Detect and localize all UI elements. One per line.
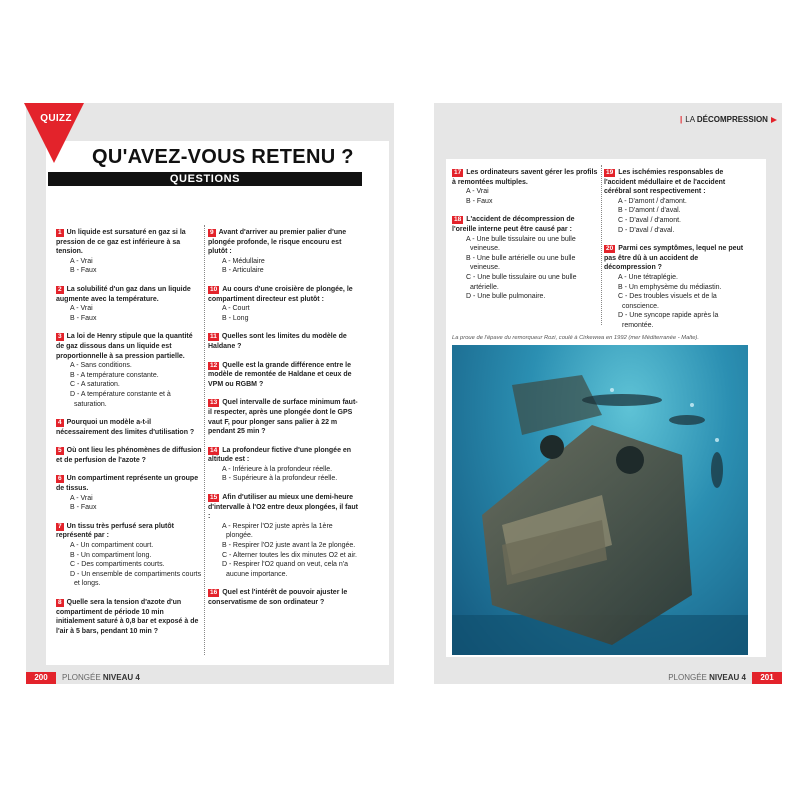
answer-option: D - Une syncope rapide après la remontée.	[618, 312, 719, 329]
answer-option: A - Inférieure à la profondeur réelle.	[222, 465, 333, 473]
chapter-bar-icon: |	[680, 115, 683, 124]
answer-option: B - Faux	[70, 314, 97, 322]
question-text: 15 Afin d'utiliser au mieux une demi-heure d'intervalle à l'O2 entre deux plongées, il faut :	[208, 494, 358, 521]
footer-left-text: PLONGÉE NIVEAU 4	[62, 673, 140, 682]
questions-column-3	[452, 168, 598, 311]
answer-option: A - Vrai	[70, 257, 93, 265]
question-text: 19 Les ischémies responsables de l'accident médullaire et de l'accident cérébral sont respectivement :	[604, 169, 726, 196]
question-number-badge: 15	[210, 494, 218, 502]
question-item	[208, 332, 358, 351]
question-text: 2 La solubilité d'un gaz dans un liquide augmente avec la température.	[56, 285, 191, 303]
answer-option: A - Vrai	[70, 494, 93, 502]
question-item	[604, 168, 744, 235]
question-item	[208, 228, 358, 276]
question-item	[56, 228, 202, 276]
answer-option: B - Supérieure à la profondeur réelle.	[222, 475, 338, 483]
answer-option: C - Une bulle tissulaire ou une bulle artérielle.	[466, 273, 577, 291]
question-item	[56, 522, 202, 589]
question-number-badge: 11	[210, 333, 217, 341]
quizz-label: QUIZZ	[40, 113, 72, 124]
questions-column-2	[208, 228, 358, 617]
answer-option: B - Long	[222, 314, 249, 322]
answer-option: A - Vrai	[70, 305, 93, 313]
question-number-badge: 8	[58, 599, 62, 606]
question-number-badge: 2	[58, 285, 62, 293]
question-item	[208, 493, 358, 579]
question-item	[604, 244, 744, 330]
question-text: 1 Un liquide est sursaturé en gaz si la pression de ce gaz est inférieure à sa tension.	[56, 229, 186, 256]
footer-right-text: PLONGÉE NIVEAU 4	[668, 673, 746, 682]
question-text: 4 Pourquoi un modèle a-t-il nécessairement des limites d'utilisation ?	[56, 419, 195, 436]
wreck-photo	[452, 345, 748, 655]
question-item	[56, 446, 202, 465]
question-text: 12 Quelle est la grande différence entre le modèle de remontée de Haldane et ceux de VPM ou RGBM ?	[208, 361, 352, 388]
question-item	[208, 398, 358, 436]
chapter-header	[680, 115, 777, 124]
question-item	[208, 588, 358, 607]
column-divider-right	[601, 165, 602, 325]
answer-option: C - D'aval / d'amont.	[618, 216, 681, 224]
answer-option: A - Sans conditions.	[70, 362, 132, 370]
question-number-badge: 3	[58, 333, 62, 341]
question-number-badge: 17	[454, 169, 462, 176]
answer-option: C - A saturation.	[70, 381, 120, 389]
page-title: QU'AVEZ-VOUS RETENU ?	[92, 146, 354, 168]
answer-option: A - D'amont / d'amont.	[618, 197, 687, 205]
question-text: 14 La profondeur fictive d'une plongée en altitude est :	[208, 446, 352, 464]
question-item	[452, 168, 598, 206]
question-text: 20 Parmi ces symptômes, lequel ne peut pas être dû à un accident de décompression ?	[604, 245, 744, 272]
question-text: 13 Quel intervalle de surface minimum faut-il respecter, après une plongée dont le GPS vaut F, pour plonger sans palier à 22 m pendant 25 min ?	[208, 399, 358, 436]
question-text: 16 Quel est l'intérêt de pouvoir ajuster le conservatisme de son ordinateur ?	[208, 589, 348, 606]
question-item	[452, 215, 598, 301]
answer-option: C - Des troubles visuels et de la conscience.	[618, 293, 717, 310]
quizz-triangle-icon	[24, 103, 84, 163]
answer-option: B - Respirer l'O2 juste avant la 2e plongée.	[222, 542, 356, 550]
answer-option: C - Des compartiments courts.	[70, 561, 165, 569]
question-number-badge: 14	[210, 446, 218, 454]
question-item	[56, 285, 202, 323]
chapter-arrow-icon	[771, 117, 777, 123]
chapter-prefix: LA	[685, 115, 697, 124]
chapter-name: DÉCOMPRESSION	[696, 115, 768, 124]
photo-caption: La proue de l'épave du remorqueur Rozi, coulé à Cirkewwa en 1992 (mer Méditerranée - Malte).	[452, 335, 699, 341]
question-number-badge: 16	[210, 589, 218, 597]
question-number-badge: 10	[210, 285, 218, 293]
question-text: 10 Au cours d'une croisière de plongée, le compartiment directeur est plutôt :	[208, 285, 353, 303]
question-number-badge: 12	[210, 361, 218, 369]
answer-option: A - Un compartiment court.	[70, 542, 154, 550]
wreck-illustration	[452, 345, 748, 655]
question-number-badge: 13	[210, 399, 218, 407]
footer-right	[434, 672, 782, 684]
answer-option: B - Un compartiment long.	[70, 551, 152, 559]
answer-option: B - Faux	[466, 197, 493, 205]
answer-option: B - Articulaire	[222, 267, 264, 275]
footer-left	[26, 672, 394, 684]
answer-option: A - Une tétraplégie.	[618, 273, 678, 281]
questions-column-4	[604, 168, 744, 340]
question-number-badge: 1	[58, 229, 62, 236]
answer-option: D - A température constante et à saturation.	[70, 390, 171, 408]
question-text: 3 La loi de Henry stipule que la quantité de gaz dissous dans un liquide est proportionnelle à sa pression partielle.	[56, 333, 193, 360]
question-number-badge: 4	[58, 419, 62, 427]
answer-option: B - Faux	[70, 267, 97, 275]
page-number-right: 201	[752, 672, 782, 684]
question-text: 7 Un tissu très perfusé sera plutôt représenté par :	[56, 522, 174, 540]
question-text: 9 Avant d'arriver au premier palier d'une plongée profonde, le risque encouru est plutôt :	[208, 229, 347, 256]
questions-column-1	[56, 228, 202, 645]
question-item	[208, 361, 358, 390]
question-item	[56, 418, 202, 437]
question-item	[56, 598, 202, 636]
question-item	[56, 332, 202, 409]
question-number-badge: 20	[606, 245, 614, 253]
section-bar: QUESTIONS	[48, 172, 362, 186]
question-item	[208, 285, 358, 323]
question-text: 11 Quelles sont les limites du modèle de Haldane ?	[208, 333, 347, 350]
answer-option: A - Vrai	[466, 188, 489, 196]
question-text: 6 Un compartiment représente un groupe de tissus.	[56, 475, 199, 493]
question-number-badge: 7	[58, 522, 62, 530]
column-divider	[204, 225, 205, 655]
answer-option: D - D'aval / d'aval.	[618, 226, 675, 234]
question-number-badge: 19	[606, 169, 614, 176]
question-number-badge: 6	[58, 475, 62, 483]
answer-option: A - Médullaire	[222, 257, 265, 265]
question-text: 18 L'accident de décompression de l'oreille interne peut être causé par :	[452, 216, 575, 233]
answer-option: A - Court	[222, 305, 250, 313]
question-item	[56, 474, 202, 512]
question-text: 5 Où ont lieu les phénomènes de diffusion et de perfusion de l'azote ?	[56, 447, 202, 464]
question-text: 8 Quelle sera la tension d'azote d'un compartiment de période 10 min initialement saturé à 0,8 bar et exposé à de l'air à 5 bars, pendant 10 min ?	[56, 599, 199, 635]
question-text: 17 Les ordinateurs savent gérer les profils à remontées multiples.	[452, 169, 598, 186]
question-item	[208, 446, 358, 484]
answer-option: A - Une bulle tissulaire ou une bulle veineuse.	[466, 235, 576, 253]
answer-option: B - D'amont / d'aval.	[618, 207, 681, 215]
answer-option: B - Une bulle artérielle ou une bulle veineuse.	[466, 254, 576, 272]
answer-option: D - Une bulle pulmonaire.	[466, 293, 546, 301]
question-number-badge: 5	[58, 447, 62, 455]
answer-option: D - Un ensemble de compartiments courts et longs.	[70, 570, 202, 588]
answer-option: B - A température constante.	[70, 371, 159, 379]
page-number-left: 200	[26, 672, 56, 684]
answer-option: B - Un emphysème du médiastin.	[618, 283, 722, 291]
answer-option: D - Respirer l'O2 quand on veut, cela n'a aucune importance.	[222, 561, 349, 578]
question-number-badge: 9	[210, 229, 214, 236]
answer-option: B - Faux	[70, 504, 97, 512]
answer-option: A - Respirer l'O2 juste après la 1ère plongée.	[222, 522, 333, 540]
answer-option: C - Alterner toutes les dix minutes O2 et air.	[222, 551, 358, 559]
question-number-badge: 18	[454, 216, 462, 224]
